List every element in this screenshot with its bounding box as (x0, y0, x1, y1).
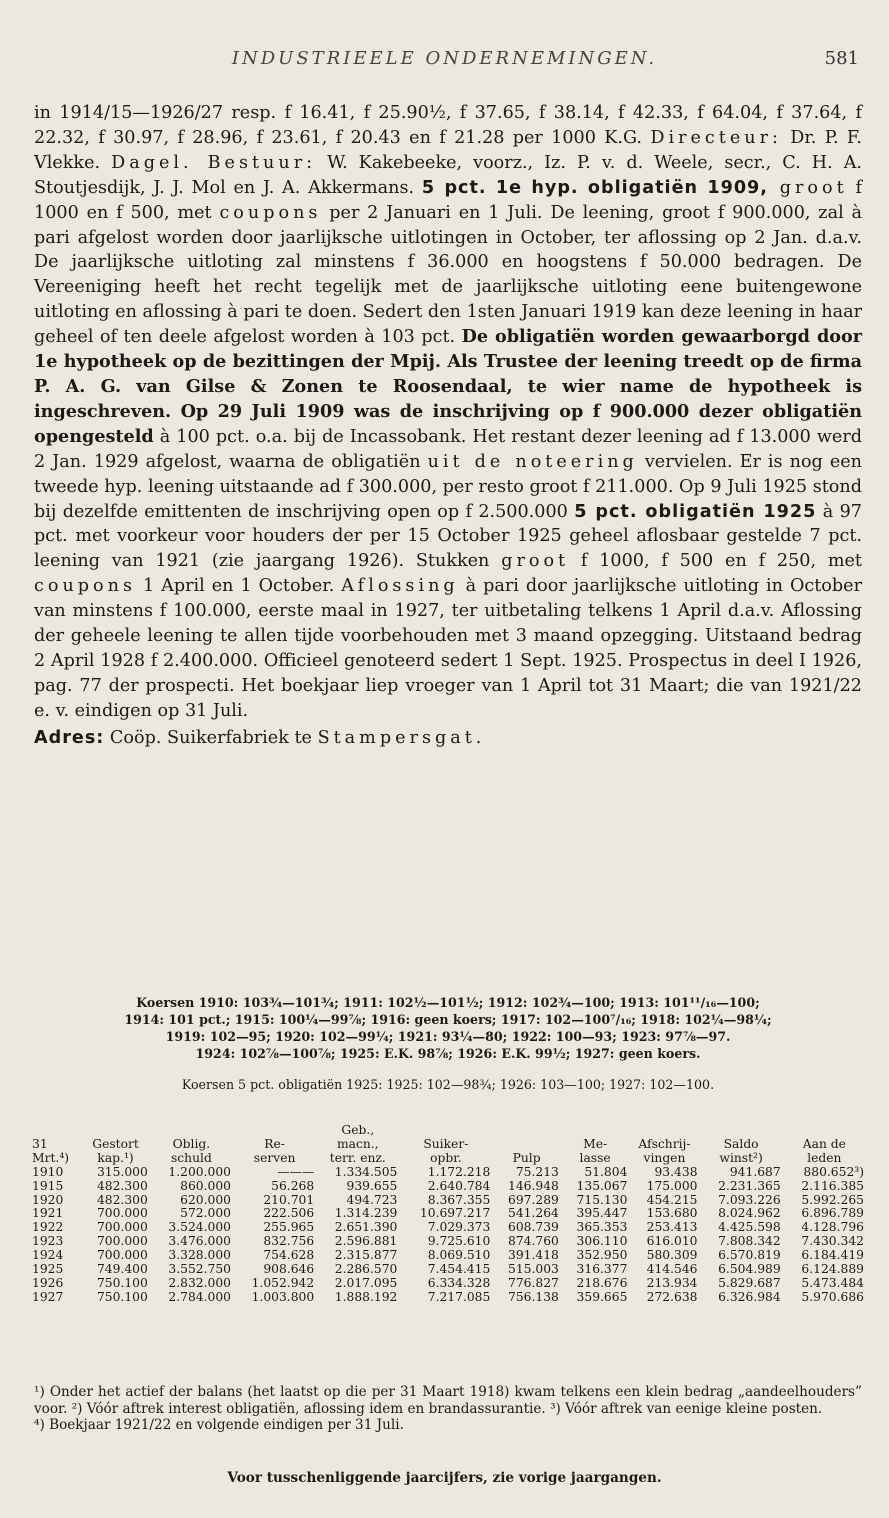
header-cell (81, 1124, 150, 1138)
header-cell: lasse (579, 1150, 611, 1165)
value-cell: 608.739 (508, 1220, 559, 1235)
header-cell (233, 1124, 316, 1138)
value-cell: 2.640.784 (427, 1178, 491, 1193)
text-second-loan: vervielen. Er is nog een tweede hyp. leening uitstaande ad f 300.000, per resto groot f 211.000. Op 9 Juli 1925 stond bij dezelfde emittenten de inschrijving open op f 2.500.000 (34, 451, 862, 522)
value-cell: 51.804 (584, 1164, 628, 1179)
value-cell: 1.200.000 (168, 1164, 231, 1179)
header-cell: vingen (643, 1150, 686, 1165)
header-cell (700, 1124, 783, 1138)
value-cell: 4.128.796 (801, 1220, 864, 1235)
noteering-label: uit de noteering (427, 451, 638, 472)
header-cell: 31 (32, 1136, 48, 1151)
text-subscription: à 100 pct. o.a. bij de Incassobank. Het restant dezer leening ad f 13.000 werd 2 Jan. 1929 afgelost, waarna de obligatiën (34, 426, 862, 472)
header-cell (399, 1124, 492, 1138)
value-cell: 2.596.881 (334, 1234, 398, 1249)
header-row-bottom (30, 1152, 866, 1166)
value-cell: 5.992.265 (801, 1192, 864, 1207)
value-cell: 414.546 (646, 1262, 698, 1277)
year-cell: 1923 (32, 1234, 64, 1249)
value-cell: 580.309 (646, 1248, 698, 1263)
header-cell: Re- (264, 1136, 285, 1151)
value-cell: 2.286.570 (334, 1262, 398, 1277)
adres-label: Adres: (34, 727, 105, 748)
header-row-mid (30, 1138, 866, 1152)
value-cell: 572.000 (180, 1206, 231, 1221)
value-cell: 135.067 (576, 1178, 628, 1193)
page-number: 581 (824, 48, 859, 69)
table-row (30, 1194, 866, 1208)
financial-table-wrap (30, 1124, 866, 1305)
value-cell: 218.676 (576, 1275, 628, 1290)
header-cell: Me- (583, 1136, 608, 1151)
value-cell: 2.017.095 (334, 1275, 398, 1290)
value-cell: 3.476.000 (168, 1234, 231, 1249)
year-cell: 1922 (32, 1220, 64, 1235)
value-cell: 750.100 (96, 1275, 148, 1290)
loan-1925-heading: 5 pct. obligatiën 1925 (574, 501, 817, 522)
value-cell: 7.217.085 (427, 1289, 491, 1304)
value-cell: 756.138 (508, 1289, 559, 1304)
value-cell: 8.024.962 (718, 1206, 781, 1221)
value-cell: 715.130 (576, 1192, 628, 1207)
header-cell (492, 1124, 561, 1138)
value-cell: 515.003 (508, 1262, 559, 1277)
koersen-line: 1914: 101 pct.; 1915: 100¼—99⅞; 1916: geen koers; 1917: 102—100⁷/₁₆; 1918: 102¼—98¼; (124, 1012, 772, 1027)
header-cell (629, 1124, 699, 1138)
year-cell: 1926 (32, 1275, 64, 1290)
value-cell: 1.888.192 (334, 1289, 398, 1304)
adres-text: Coöp. Suikerfabriek te (104, 727, 318, 748)
header-row-top (30, 1124, 866, 1138)
value-cell: 8.069.510 (427, 1248, 491, 1263)
value-cell: 7.029.373 (427, 1220, 491, 1235)
header-cell: Geb., (341, 1123, 375, 1137)
footnote-1-3: ¹) Onder het actief der balans (het laatst op die per 31 Maart 1918) kwam telkens een klein bedrag „aandeelhouders” voor. ²) Vóór aftrek interest obligatiën, aflossing idem en brandassurantie. ³) Vóór aftrek van eenige kleine posten. (34, 1384, 862, 1417)
directeur-label: Directeur: (650, 127, 782, 148)
value-cell: 3.524.000 (168, 1220, 231, 1235)
header-cell: opbr. (430, 1150, 462, 1165)
value-cell: 6.334.328 (427, 1275, 491, 1290)
value-cell: 146.948 (508, 1178, 559, 1193)
value-cell: 272.638 (646, 1289, 698, 1304)
header-cell: winst²) (719, 1150, 763, 1165)
koersen-1925-line: Koersen 5 pct. obligatiën 1925: 1925: 102—98¾; 1926: 103—100; 1927: 102—100. (181, 1077, 715, 1092)
text-denominations: f 1000, f 500 en f 250, met (569, 551, 863, 572)
year-cell: 1927 (32, 1289, 64, 1304)
value-cell: 391.418 (508, 1248, 559, 1263)
value-cell: 620.000 (180, 1192, 231, 1207)
bestuur-label: Dagel. Bestuur: (111, 152, 317, 173)
value-cell: 2.116.385 (801, 1178, 864, 1193)
value-cell: 56.268 (271, 1178, 315, 1193)
value-cell: 7.430.342 (801, 1234, 864, 1249)
year-cell: 1915 (32, 1178, 64, 1193)
body-text (34, 101, 862, 751)
value-cell: 700.000 (96, 1248, 148, 1263)
value-cell: 2.784.000 (168, 1289, 231, 1304)
header-cell: serven (253, 1150, 296, 1165)
value-cell: 6.184.419 (801, 1248, 864, 1263)
header-cell: Suiker- (423, 1136, 469, 1151)
value-cell: 700.000 (96, 1234, 148, 1249)
text-coupon-dates: 1 April en 1 October. (136, 576, 342, 597)
value-cell: 8.367.355 (427, 1192, 491, 1207)
value-cell: 3.328.000 (168, 1248, 231, 1263)
coupons-label-2: coupons (34, 576, 136, 597)
value-cell: 750.100 (96, 1289, 148, 1304)
year-cell: 1920 (32, 1192, 64, 1207)
value-cell: 316.377 (576, 1262, 628, 1277)
value-cell: 6.504.989 (718, 1262, 781, 1277)
text-redemption: à pari door jaarlijksche uitloting in October van minstens f 100.000, eerste maal in 1927, ter uitbetaling telkens 1 April d.a.v. Aflossing der geheele leening te allen tijde voorbehouden met 3 maand opzegging. Uitstaand bedrag 2 April 1928 f 2.400.000. Officieel genoteerd sedert 1 Sept. 1925. Prospectus in deel I 1926, pag. 77 der prospecti. Het boekjaar liep vroeger van 1 April tot 31 Maart; die van 1921/22 e. v. eindigen op 31 Juli. (34, 576, 862, 721)
running-title: INDUSTRIEELE ONDERNEMINGEN. (231, 48, 658, 69)
value-cell: 1.172.218 (427, 1164, 491, 1179)
koersen-line: 1919: 102—95; 1920: 102—99¼; 1921: 93¼—80; 1922: 100—93; 1923: 97⅞—97. (165, 1029, 731, 1044)
value-cell: 776.827 (508, 1275, 559, 1290)
value-cell: 939.655 (346, 1178, 398, 1193)
value-cell: 832.756 (263, 1234, 315, 1249)
main-paragraph (34, 101, 862, 724)
header-cell (30, 1124, 81, 1138)
value-cell: 315.000 (96, 1164, 148, 1179)
text-dividends: in 1914/15—1926/27 resp. f 16.41, f 25.90½, f 37.65, f 38.14, f 42.33, f 64.04, f 37.64, f 22.32, f 30.97, f 28.96, f 23.61, f 20.43 en f 21.28 per 1000 K.G. (34, 103, 862, 148)
value-cell: 222.506 (263, 1206, 315, 1221)
value-cell: 860.000 (180, 1178, 231, 1193)
value-cell: 10.697.217 (419, 1206, 491, 1221)
table-row (30, 1249, 866, 1263)
value-cell: 697.289 (508, 1192, 559, 1207)
value-cell: 941.687 (729, 1164, 781, 1179)
value-cell: 352.950 (576, 1248, 628, 1263)
header-cell (492, 1138, 561, 1152)
value-cell: 153.680 (646, 1206, 698, 1221)
value-cell: 494.723 (346, 1192, 398, 1207)
footnotes (34, 1384, 862, 1434)
table-row (30, 1221, 866, 1235)
value-cell: 93.438 (654, 1164, 698, 1179)
closing-note: Voor tusschenliggende jaarcijfers, zie vorige jaargangen. (227, 1470, 662, 1486)
table-row (30, 1291, 866, 1305)
value-cell: 2.651.390 (334, 1220, 398, 1235)
value-cell: 754.628 (263, 1248, 315, 1263)
value-cell: 365.353 (576, 1220, 628, 1235)
value-cell: 4.425.598 (718, 1220, 781, 1235)
address-line (34, 726, 862, 751)
koersen-line: 1924: 102⅞—100⅞; 1925: E.K. 98⅞; 1926: E.K. 99½; 1927: geen koers. (195, 1046, 701, 1061)
header-cell: Mrt.⁴) (32, 1150, 70, 1165)
text-loan-1909: f 1000 en f 500, met (34, 177, 862, 223)
value-cell: 75.213 (515, 1164, 559, 1179)
value-cell: 1.314.239 (334, 1206, 398, 1221)
table-body (30, 1166, 866, 1305)
value-cell: 306.110 (576, 1234, 628, 1249)
value-cell: 2.315.877 (334, 1248, 398, 1263)
value-cell: 210.701 (263, 1192, 315, 1207)
header-cell (150, 1124, 233, 1138)
bestuur-value: W. Kakebeeke, voorz., Iz. P. v. d. Weele, secr., C. H. A. Stoutjesdijk, J. J. Mol en J. A. Akkermans. (34, 152, 862, 198)
value-cell: 749.400 (96, 1262, 148, 1277)
groot-label-2: groot (501, 551, 570, 572)
table-row (30, 1180, 866, 1194)
value-cell: 253.413 (646, 1220, 698, 1235)
financial-table (30, 1124, 866, 1305)
header-cell: Oblig. (172, 1136, 211, 1151)
value-cell: 7.808.342 (718, 1234, 781, 1249)
adres-place: Stampersgat. (317, 727, 486, 748)
value-cell: 1.052.942 (251, 1275, 315, 1290)
value-cell: 6.896.789 (801, 1206, 864, 1221)
value-cell: 2.231.365 (718, 1178, 781, 1193)
koersen-line: Koersen 1910: 103¾—101¾; 1911: 102½—101½; 1912: 102¾—100; 1913: 101¹¹/₁₆—100; (136, 995, 760, 1010)
value-cell: 880.652³) (803, 1164, 864, 1179)
value-cell: 700.000 (96, 1220, 148, 1235)
value-cell: 255.965 (263, 1220, 315, 1235)
value-cell: 541.264 (508, 1206, 559, 1221)
table-row (30, 1263, 866, 1277)
value-cell: 3.552.750 (168, 1262, 231, 1277)
table-row (30, 1166, 866, 1180)
mortgage-guarantee-text: De obligatiën worden gewaarborgd door 1e hypotheek op de bezittingen der Mpij. Als Trustee der leening treedt op de firma P. A. G. van Gilse & Zonen te Roosendaal, te wier name de hypotheek is ingeschreven. Op 29 Juli 1909 was de inschrijving op f 900.000 dezer obligatiën opengesteld (34, 326, 862, 447)
value-cell: 700.000 (96, 1206, 148, 1221)
header-cell: leden (807, 1150, 842, 1165)
header-cell (783, 1124, 866, 1138)
price-quotations (34, 994, 862, 1093)
value-cell: 175.000 (646, 1178, 698, 1193)
header-cell: Aan de (802, 1136, 846, 1151)
value-cell: 7.093.226 (718, 1192, 781, 1207)
groot-label-1: groot (767, 177, 848, 198)
value-cell: 7.454.415 (427, 1262, 491, 1277)
year-cell: 1925 (32, 1262, 64, 1277)
text-loan-terms: per 2 Januari en 1 Juli. De leening, groot f 900.000, zal à pari afgelost worden door jaarlijksche uitlotingen in October, ter aflossing op 2 Jan. d.a.v. De jaarlijksche uitloting zal minstens f 36.000 en hoogstens f 50.000 bedragen. De Vereeniging heeft het recht tegelijk met de jaarlijksche uitloting eene buitengewone uitloting en aflossing à pari te doen. Sedert den 1sten Januari 1919 kan deze leening in haar geheel of ten deele afgelost worden à 103 pct. (34, 202, 862, 348)
coupons-label-1: coupons (219, 202, 322, 223)
table-row (30, 1235, 866, 1249)
value-cell: 454.215 (646, 1192, 698, 1207)
value-cell: 616.010 (646, 1234, 698, 1249)
value-cell: 213.934 (646, 1275, 698, 1290)
header-cell: Saldo (723, 1136, 759, 1151)
value-cell: 1.334.505 (334, 1164, 398, 1179)
year-cell: 1910 (32, 1164, 64, 1179)
table-row (30, 1207, 866, 1221)
value-cell: 6.124.889 (801, 1262, 864, 1277)
value-cell: 1.003.800 (251, 1289, 315, 1304)
value-cell: 9.725.610 (427, 1234, 491, 1249)
header-cell: macn., (336, 1136, 379, 1151)
header-cell (561, 1124, 630, 1138)
value-cell: 5.970.686 (801, 1289, 864, 1304)
header-cell: schuld (170, 1150, 212, 1165)
running-head (0, 48, 889, 78)
value-cell: 395.447 (576, 1206, 628, 1221)
value-cell: 5.829.687 (718, 1275, 781, 1290)
loan-1909-heading: 5 pct. 1e hyp. obligatiën 1909, (421, 177, 768, 198)
value-cell: 359.665 (576, 1289, 628, 1304)
value-cell: 2.832.000 (168, 1275, 231, 1290)
table-row (30, 1277, 866, 1291)
year-cell: 1921 (32, 1206, 64, 1221)
value-cell: 6.570.819 (718, 1248, 781, 1263)
aflossing-label: Aflossing (341, 576, 459, 597)
header-cell: Pulp (512, 1150, 541, 1165)
year-cell: 1924 (32, 1248, 64, 1263)
value-cell: 6.326.984 (718, 1289, 781, 1304)
text-loan-1925: à 97 pct. met voorkeur voor houders der per 15 October 1925 geheel aflosbaar gestelde 7 pct. leening van 1921 (zie jaargang 1926). Stukken (34, 501, 863, 572)
footnote-4: ⁴) Boekjaar 1921/22 en volgende eindigen per 31 Juli. (34, 1417, 404, 1434)
header-cell: terr. enz. (329, 1150, 386, 1165)
value-cell: 482.300 (96, 1192, 148, 1207)
value-cell: 874.760 (508, 1234, 559, 1249)
header-cell: Gestort (92, 1136, 139, 1151)
value-cell: 482.300 (96, 1178, 148, 1193)
value-cell: ——— (277, 1164, 315, 1179)
value-cell: 908.646 (263, 1262, 315, 1277)
header-cell: Afschrij- (638, 1136, 691, 1151)
header-cell: kap.¹) (97, 1150, 134, 1165)
value-cell: 5.473.484 (801, 1275, 864, 1290)
directeur-value: Dr. P. F. Vlekke. (34, 127, 862, 173)
